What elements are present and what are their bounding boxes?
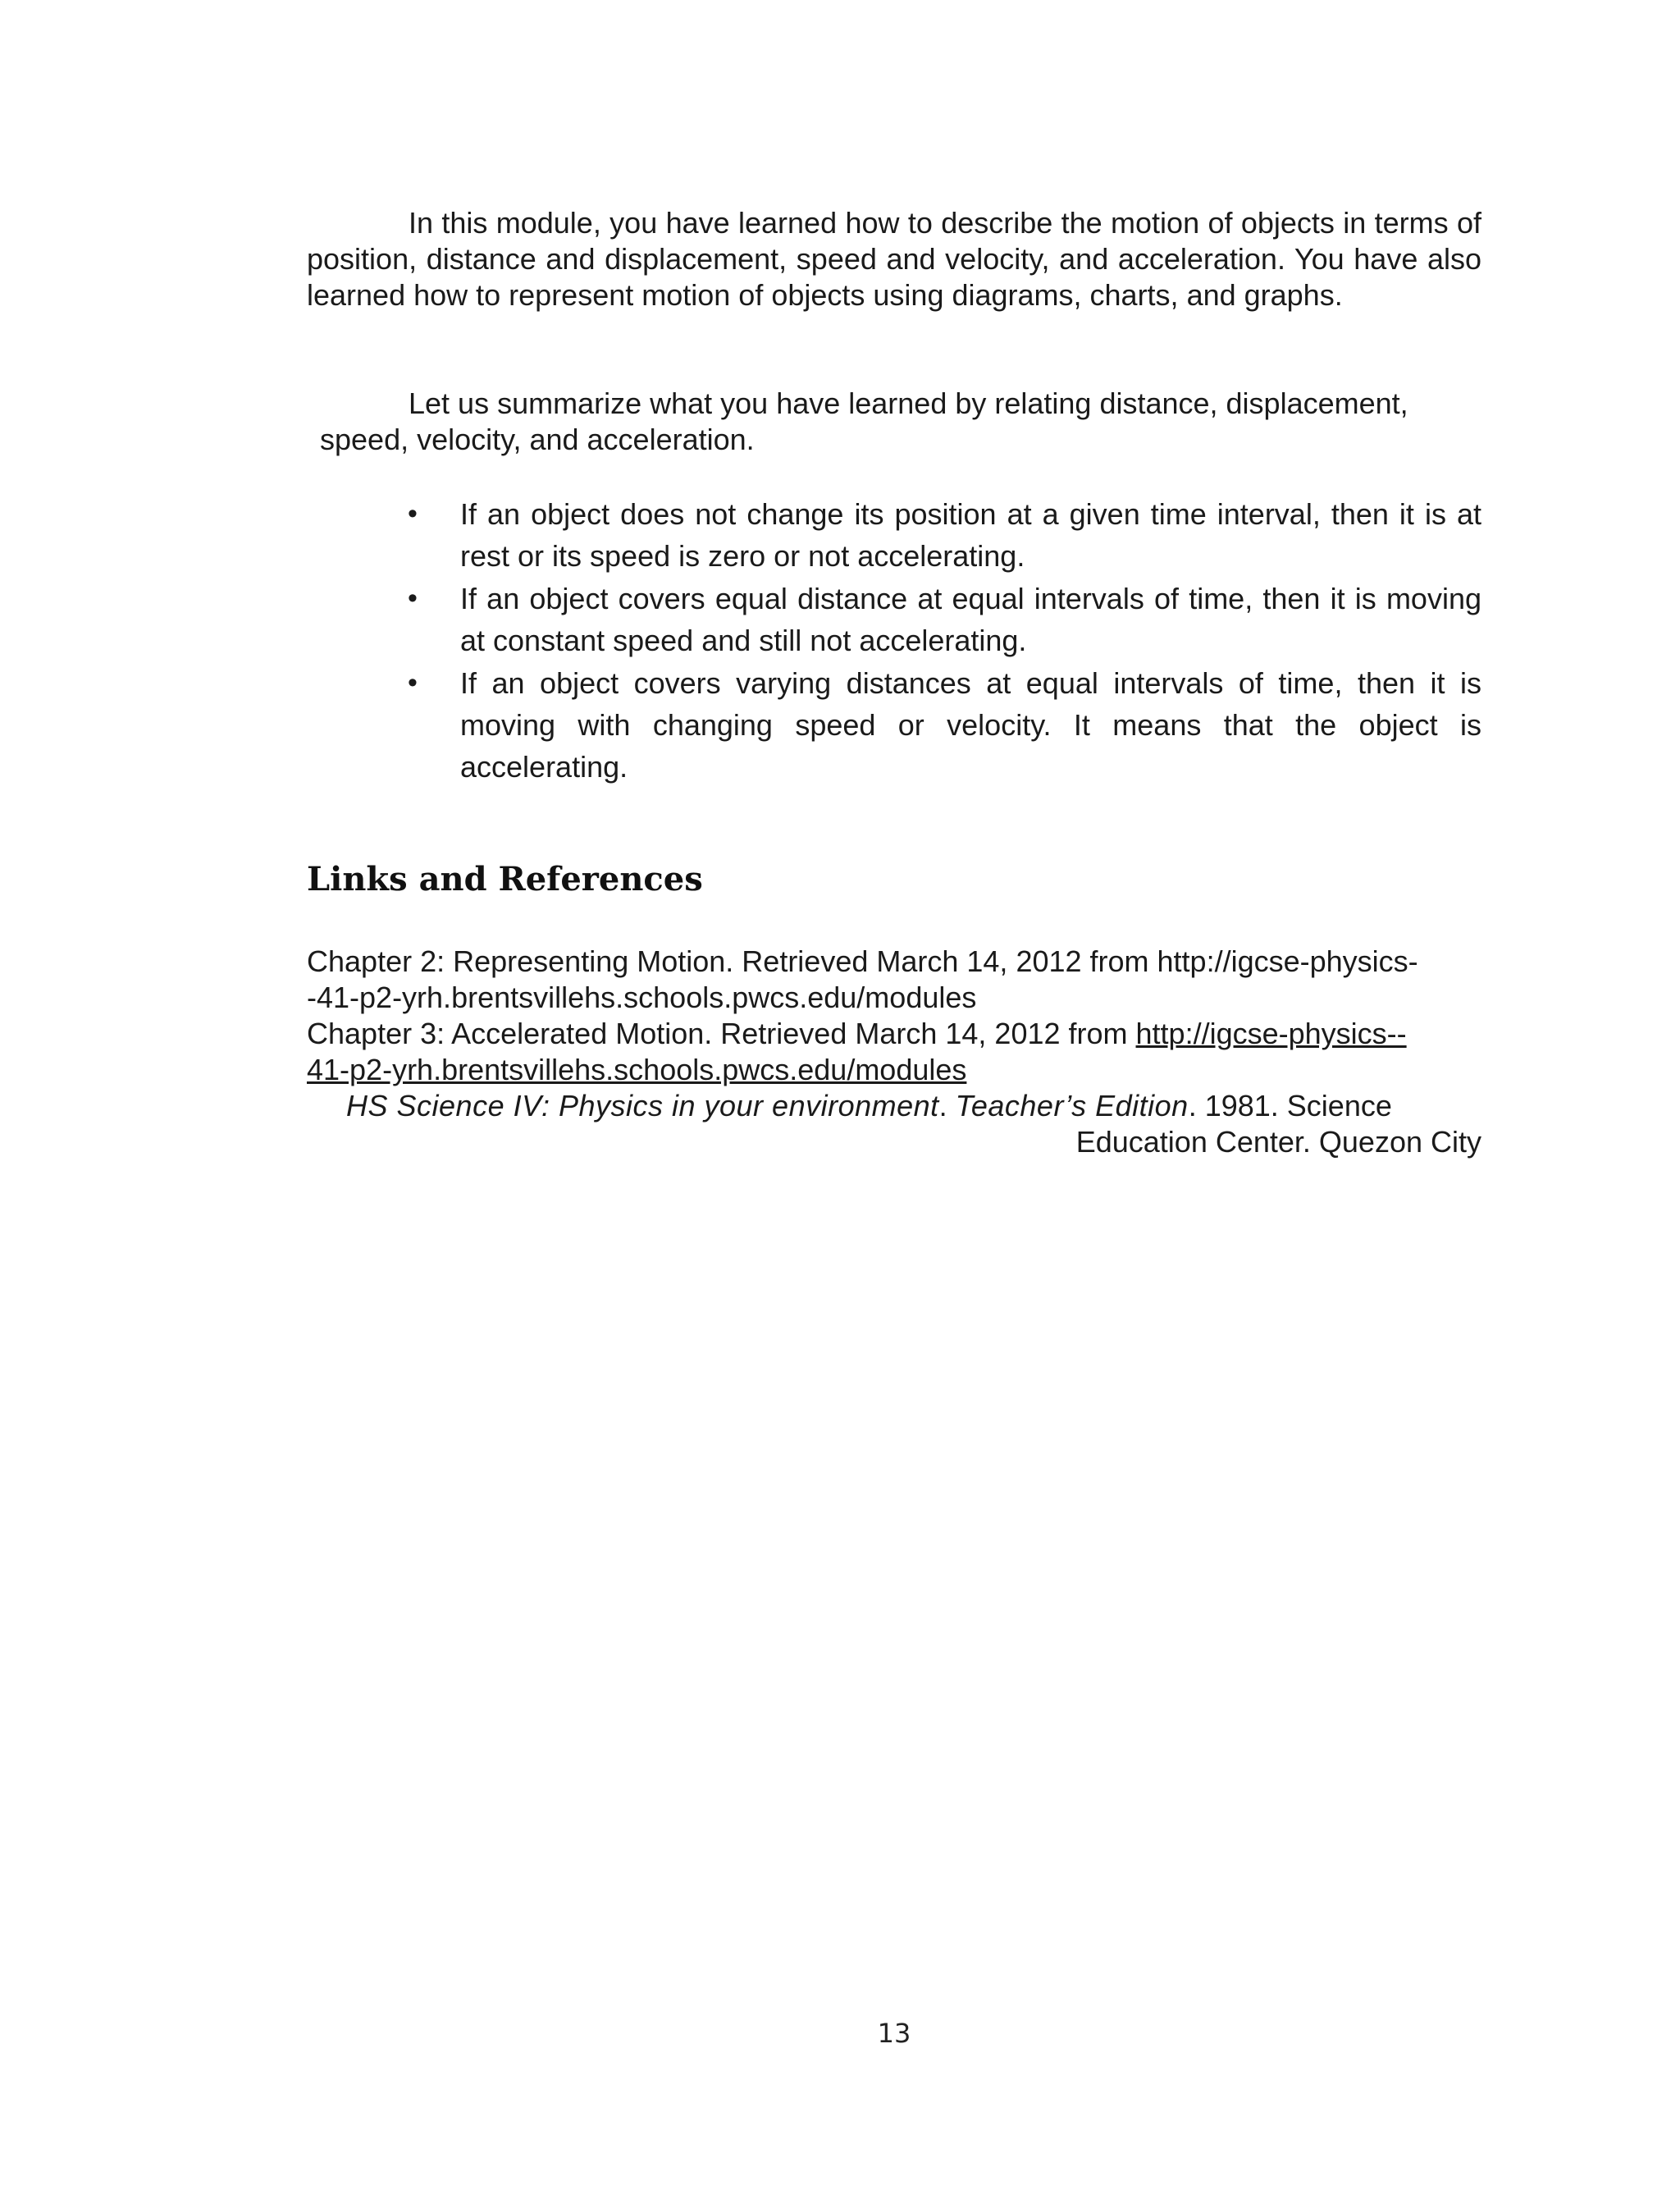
list-item — [404, 662, 1481, 788]
links-and-references-heading: Links and References — [307, 860, 703, 898]
bullet-icon: • — [408, 667, 418, 698]
reference-chapter3-line1 — [307, 1016, 1481, 1052]
summary-paragraph-relating — [307, 386, 1481, 458]
bullet-text-at-rest: If an object does not change its position at a given time interval, then it is at rest or its speed is zero or not accelerating. — [460, 497, 1481, 573]
reference-chapter2-line2: -41-p2-yrh.brentsvillehs.schools.pwcs.edu/modules — [307, 981, 977, 1014]
list-item — [404, 493, 1481, 577]
reference-book-line1 — [307, 1088, 1481, 1124]
reference-list — [307, 944, 1481, 1160]
bullet-icon: • — [408, 498, 418, 529]
summary-paragraph-intro-text: In this module, you have learned how to describe the motion of objects in terms of position, distance and displacement, speed and velocity, and acceleration. You have also learned how to represent motion of objects using diagrams, charts, and graphs. — [307, 206, 1481, 312]
summary-paragraph-relating-line1: Let us summarize what you have learned by relating distance, displacement, — [409, 386, 1408, 420]
reference-book — [307, 1088, 1481, 1160]
reference-chapter3-link-continued[interactable]: 41-p2-yrh.brentsvillehs.schools.pwcs.edu/modules — [307, 1053, 967, 1086]
reference-chapter3-link[interactable]: http://igcse-physics-- — [1135, 1017, 1407, 1050]
list-item — [404, 578, 1481, 661]
summary-bullet-list — [404, 493, 1481, 789]
reference-chapter3-prefix: Chapter 3: Accelerated Motion. Retrieved March 14, 2012 from — [307, 1017, 1136, 1050]
summary-paragraph-relating-line2: speed, velocity, and acceleration. — [320, 423, 755, 456]
page-number: 13 — [877, 2018, 911, 2049]
bullet-text-accelerating: If an object covers varying distances at equal intervals of time, then it is moving with changing speed or velocity. It means that the object is accelerating. — [460, 666, 1481, 784]
reference-book-title: HS Science IV: Physics in your environment — [346, 1089, 939, 1122]
reference-book-separator: . — [938, 1089, 956, 1122]
reference-book-year: . 1981. Science — [1188, 1089, 1392, 1122]
summary-paragraph-intro — [307, 205, 1481, 313]
bullet-text-constant-speed: If an object covers equal distance at equal intervals of time, then it is moving at constant speed and still not accelerating. — [460, 582, 1481, 657]
bullet-icon: • — [408, 583, 418, 614]
reference-chapter2-line1: Chapter 2: Representing Motion. Retrieved March 14, 2012 from http://igcse-physics- — [307, 944, 1418, 978]
reference-chapter3-line2 — [307, 1052, 1481, 1088]
reference-book-edition: Teacher’s Edition — [955, 1089, 1189, 1122]
reference-book-publisher: Education Center. Quezon City — [1075, 1125, 1481, 1159]
